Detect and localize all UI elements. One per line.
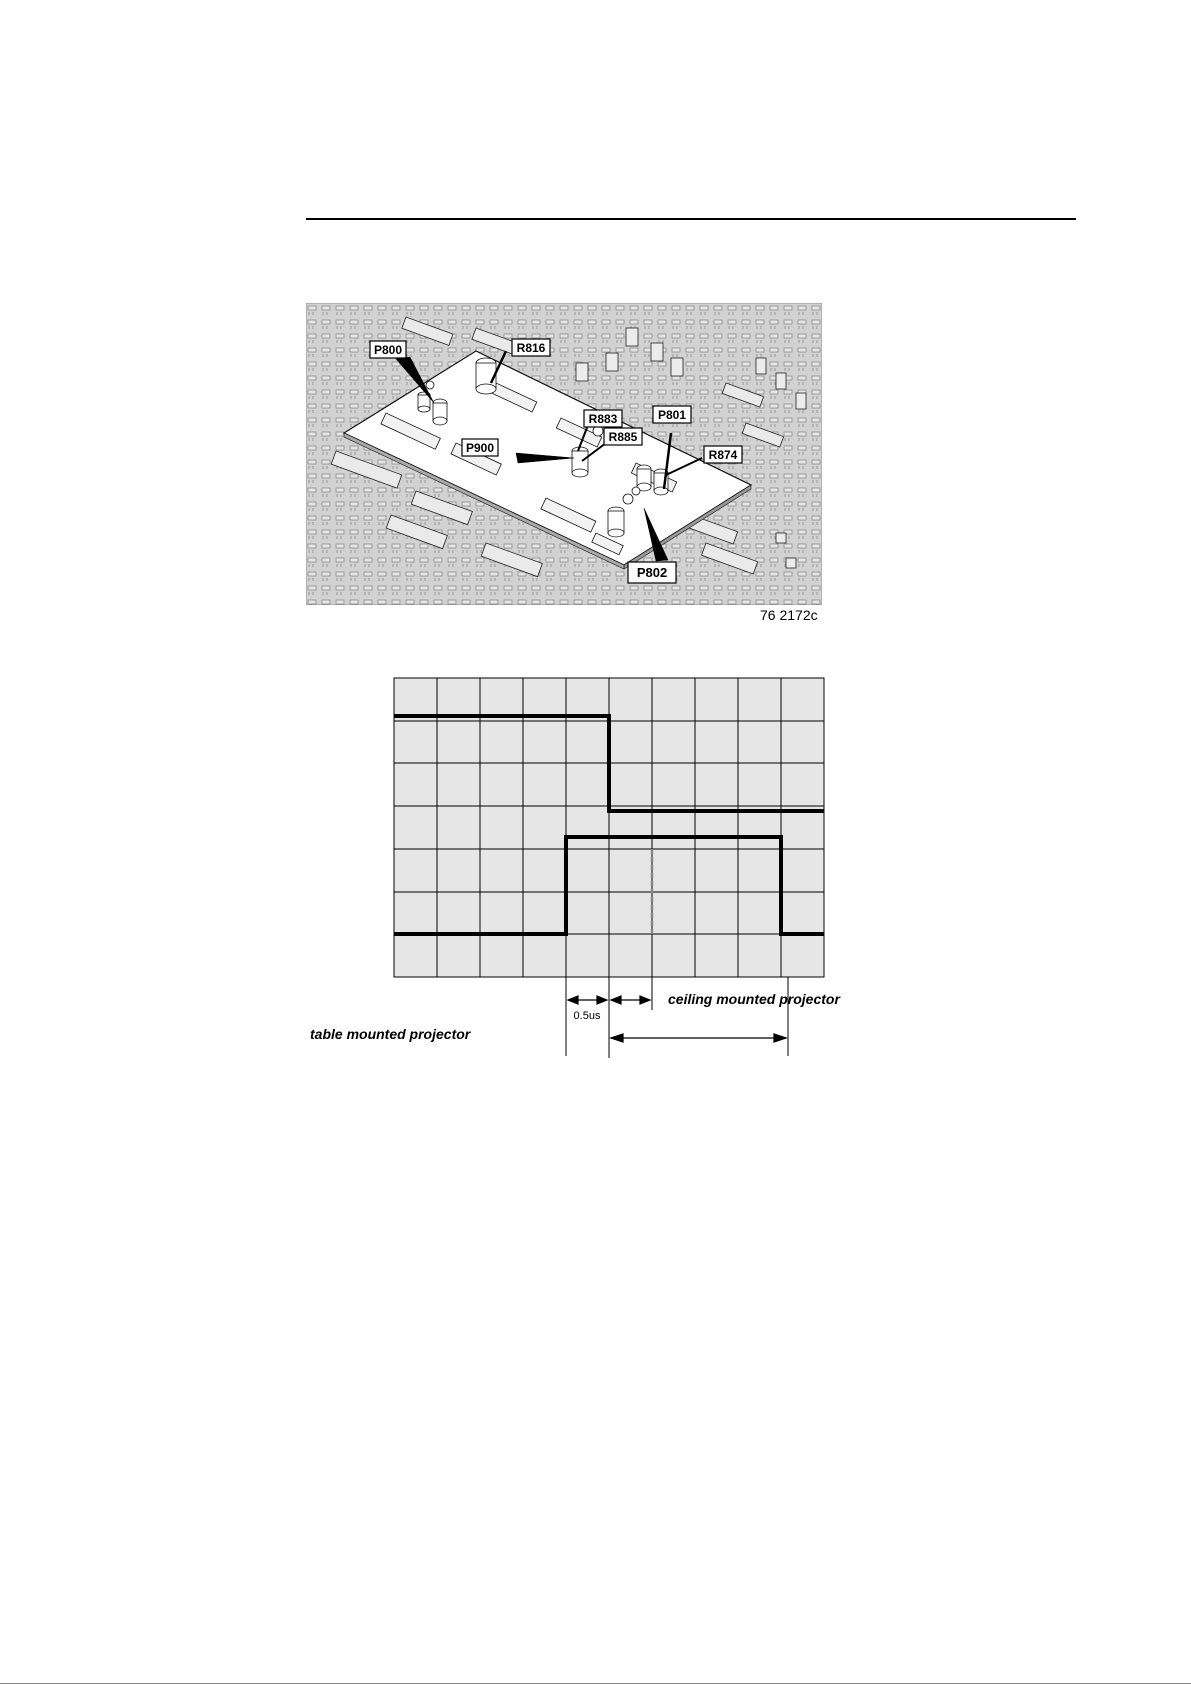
- table-mounted-label: table mounted projector: [310, 1026, 471, 1042]
- callout-p800: [370, 341, 406, 358]
- callout-p801: [653, 406, 691, 423]
- svg-text:R816: R816: [516, 341, 546, 355]
- svg-text:P802: P802: [636, 565, 668, 580]
- footer-rule: [0, 1683, 1191, 1684]
- callout-p802: [628, 562, 676, 583]
- svg-text:R885: R885: [608, 430, 638, 444]
- callout-r883: [584, 410, 622, 427]
- callout-r874: [704, 446, 742, 463]
- callout-r816: [512, 339, 550, 356]
- callout-r885: [604, 428, 642, 445]
- svg-text:P900: P900: [465, 441, 495, 455]
- pcb-illustration: [306, 303, 822, 605]
- ceiling-mounted-label: ceiling mounted projector: [668, 991, 840, 1007]
- figure-number: 76 2172c: [760, 607, 818, 623]
- svg-text:R883: R883: [588, 412, 618, 426]
- svg-text:P800: P800: [373, 343, 403, 357]
- header-rule: [306, 218, 1076, 220]
- callout-p900: [462, 439, 498, 456]
- interval-label: 0.5us: [573, 1010, 601, 1022]
- svg-text:P801: P801: [657, 408, 687, 422]
- timing-diagram: [296, 670, 896, 1060]
- svg-text:R874: R874: [708, 448, 738, 462]
